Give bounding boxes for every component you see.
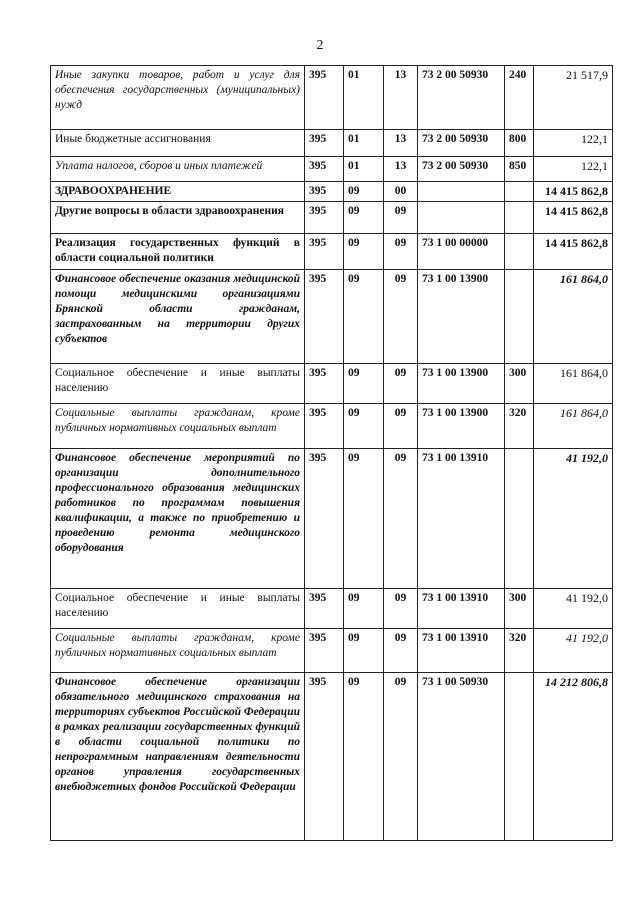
row-vr	[505, 234, 534, 270]
row-ved: 395	[305, 673, 344, 841]
row-csr: 73 1 00 13910	[418, 629, 505, 673]
row-name: Финансовое обеспечение мероприятий по организации дополнительного профессионального образования медицинских работников по программам повышения квалификации, а также по приобретению и проведению ремонта медицинского оборудования	[51, 449, 305, 589]
table-row	[51, 404, 613, 449]
row-amount: 41 192,0	[534, 589, 613, 629]
row-vr	[505, 202, 534, 234]
row-pr: 13	[384, 66, 418, 130]
row-csr: 73 1 00 13900	[418, 404, 505, 449]
row-ved: 395	[305, 66, 344, 130]
row-csr: 73 1 00 50930	[418, 673, 505, 841]
table-row	[51, 234, 613, 270]
row-rz: 09	[344, 404, 384, 449]
row-name: Другие вопросы в области здравоохранения	[51, 202, 305, 234]
row-ved: 395	[305, 130, 344, 157]
row-amount: 21 517,9	[534, 66, 613, 130]
row-rz: 01	[344, 157, 384, 182]
row-vr: 240	[505, 66, 534, 130]
row-amount: 41 192,0	[534, 449, 613, 589]
row-amount: 14 212 806,8	[534, 673, 613, 841]
row-pr: 09	[384, 364, 418, 404]
row-pr: 13	[384, 157, 418, 182]
row-vr: 300	[505, 589, 534, 629]
row-name: Иные бюджетные ассигнования	[51, 130, 305, 157]
row-csr: 73 1 00 13910	[418, 589, 505, 629]
row-rz: 09	[344, 673, 384, 841]
row-amount: 14 415 862,8	[534, 234, 613, 270]
table-row	[51, 202, 613, 234]
row-vr: 800	[505, 130, 534, 157]
table-row	[51, 157, 613, 182]
row-csr: 73 2 00 50930	[418, 130, 505, 157]
table-row	[51, 629, 613, 673]
table-row	[51, 449, 613, 589]
row-pr: 09	[384, 589, 418, 629]
row-rz: 09	[344, 589, 384, 629]
row-vr	[505, 182, 534, 202]
row-csr: 73 2 00 50930	[418, 66, 505, 130]
row-ved: 395	[305, 234, 344, 270]
row-amount: 14 415 862,8	[534, 202, 613, 234]
row-vr	[505, 449, 534, 589]
row-vr: 300	[505, 364, 534, 404]
row-ved: 395	[305, 449, 344, 589]
row-amount: 161 864,0	[534, 364, 613, 404]
row-amount: 122,1	[534, 130, 613, 157]
row-rz: 09	[344, 202, 384, 234]
row-amount: 14 415 862,8	[534, 182, 613, 202]
row-vr: 320	[505, 404, 534, 449]
table-row	[51, 130, 613, 157]
row-rz: 09	[344, 364, 384, 404]
row-name: Социальное обеспечение и иные выплаты населению	[51, 589, 305, 629]
row-ved: 395	[305, 364, 344, 404]
row-csr: 73 1 00 13910	[418, 449, 505, 589]
row-pr: 09	[384, 202, 418, 234]
table-row	[51, 589, 613, 629]
table-row	[51, 364, 613, 404]
row-pr: 09	[384, 234, 418, 270]
row-name: Социальное обеспечение и иные выплаты населению	[51, 364, 305, 404]
row-vr: 320	[505, 629, 534, 673]
row-amount: 161 864,0	[534, 270, 613, 364]
row-ved: 395	[305, 404, 344, 449]
row-ved: 395	[305, 182, 344, 202]
row-rz: 09	[344, 449, 384, 589]
row-pr: 09	[384, 673, 418, 841]
row-csr: 73 1 00 13900	[418, 364, 505, 404]
row-amount: 161 864,0	[534, 404, 613, 449]
row-vr	[505, 673, 534, 841]
row-csr	[418, 182, 505, 202]
row-csr: 73 1 00 00000	[418, 234, 505, 270]
row-rz: 01	[344, 66, 384, 130]
row-csr: 73 1 00 13900	[418, 270, 505, 364]
row-rz: 09	[344, 629, 384, 673]
row-name: Социальные выплаты гражданам, кроме публичных нормативных социальных выплат	[51, 629, 305, 673]
row-rz: 01	[344, 130, 384, 157]
row-ved: 395	[305, 589, 344, 629]
row-name: Социальные выплаты гражданам, кроме публичных нормативных социальных выплат	[51, 404, 305, 449]
row-amount: 122,1	[534, 157, 613, 182]
row-amount: 41 192,0	[534, 629, 613, 673]
row-name: Иные закупки товаров, работ и услуг для обеспечения государственных (муниципальных) нужд	[51, 66, 305, 130]
row-ved: 395	[305, 202, 344, 234]
table-row	[51, 270, 613, 364]
budget-table	[50, 65, 613, 841]
row-pr: 09	[384, 270, 418, 364]
row-vr: 850	[505, 157, 534, 182]
table-row	[51, 673, 613, 841]
row-pr: 09	[384, 629, 418, 673]
row-ved: 395	[305, 270, 344, 364]
row-rz: 09	[344, 270, 384, 364]
row-vr	[505, 270, 534, 364]
row-rz: 09	[344, 234, 384, 270]
row-name: Финансовое обеспечение оказания медицинской помощи медицинскими организациями Брянской области гражданам, застрахованным на территории других субъектов	[51, 270, 305, 364]
table-row	[51, 182, 613, 202]
row-pr: 09	[384, 404, 418, 449]
row-csr	[418, 202, 505, 234]
row-ved: 395	[305, 157, 344, 182]
row-name: Реализация государственных функций в области социальной политики	[51, 234, 305, 270]
row-pr: 13	[384, 130, 418, 157]
row-name: Уплата налогов, сборов и иных платежей	[51, 157, 305, 182]
row-name: ЗДРАВООХРАНЕНИЕ	[51, 182, 305, 202]
row-ved: 395	[305, 629, 344, 673]
row-rz: 09	[344, 182, 384, 202]
row-name: Финансовое обеспечение организации обязательного медицинского страхования на территориях субъектов Российской Федерации в рамках реализации государственных функций в области социальной политики по непрограммным направлениям деятельности органов управления государственных внебюджетных фондов Российской Федерации	[51, 673, 305, 841]
page-number: 2	[316, 38, 324, 53]
row-pr: 00	[384, 182, 418, 202]
row-pr: 09	[384, 449, 418, 589]
row-csr: 73 2 00 50930	[418, 157, 505, 182]
table-row	[51, 66, 613, 130]
